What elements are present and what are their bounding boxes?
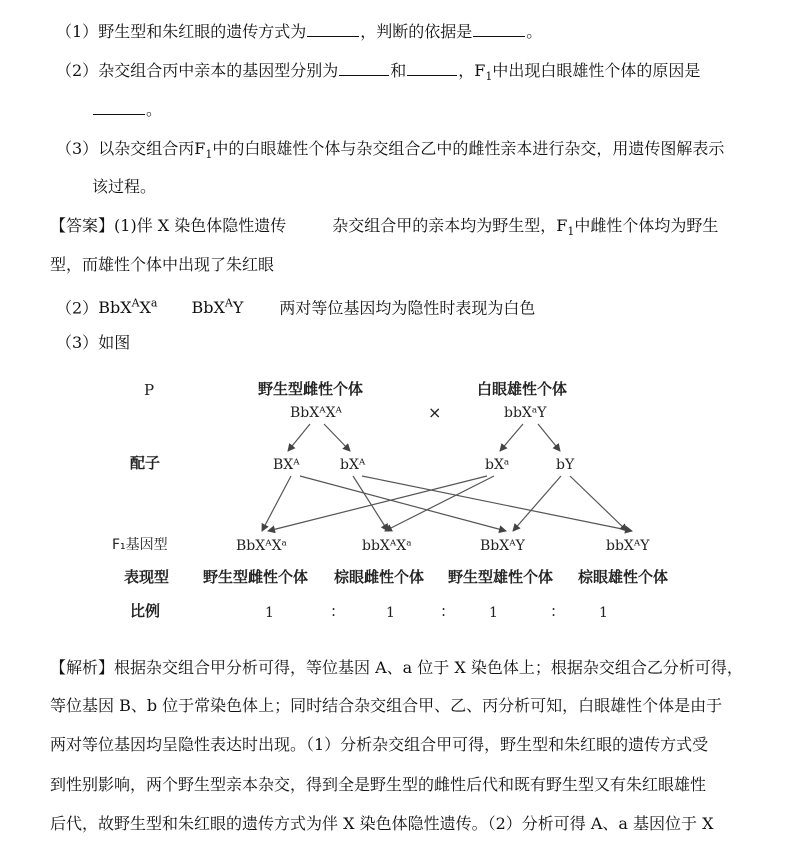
phenotype-2: 棕眼雌性个体 (334, 568, 425, 586)
ratio-sep-3: : (551, 602, 557, 620)
analysis-label: 【解析】 (50, 658, 115, 677)
g1-sup2: a (150, 297, 158, 310)
gamete-3: bXᵃ (485, 457, 510, 473)
arrow-bXA-to-f1-2 (353, 476, 388, 531)
analysis-text-3: 两对等位基因均呈隐性表达时出现。（1）分析杂交组合甲可得，野生型和朱红眼的遗传方式受 (50, 735, 709, 754)
male-genotype: bbXᵃY (504, 405, 547, 421)
q1-text-2: ，判断的依据是 (360, 22, 473, 41)
a1-text: 伴 X 染色体隐性遗传 (136, 216, 287, 235)
g1-mid: X (139, 298, 151, 318)
a1-reason-2: 中雌性个体均为野生 (574, 216, 719, 235)
gamete-label: 配子 (130, 454, 161, 472)
q3-number: （3） (56, 139, 99, 158)
analysis-line-2 (50, 695, 722, 717)
ratio-4: 1 (599, 605, 608, 621)
q1-end: 。 (526, 22, 543, 41)
p-label: P (144, 381, 155, 399)
f1-genotype-3: BbXᴬY (480, 538, 525, 554)
a1-number: (1) (114, 216, 137, 235)
q1-number: （1） (56, 22, 99, 41)
q2-f: F (474, 61, 486, 80)
arrows (262, 424, 632, 531)
cross-symbol: × (428, 403, 442, 422)
analysis-text-5: 后代，故野生型和朱红眼的遗传方式为伴 X 染色体隐性遗传。（2）分析可得 A、a 基因位于 X (50, 814, 714, 833)
a2-reason: 两对等位基因均为隐性时表现为白色 (279, 298, 536, 318)
q3-f-sub: 1 (205, 148, 213, 162)
gamete-1: BXᴬ (273, 457, 300, 473)
a1-f-sub: 1 (567, 225, 575, 239)
arrow-male-to-gamete-3 (500, 424, 523, 451)
q3-text: 以杂交组合丙 (98, 139, 195, 158)
a1-cont: 型，而雄性个体中出现了朱红眼 (50, 255, 275, 274)
g1-base: BbX (98, 298, 132, 318)
analysis-text-1: 根据杂交组合甲分析可得，等位基因 A、a 位于 X 染色体上；根据杂交组合乙分析可得， (114, 658, 743, 677)
arrow-female-to-gamete-2 (324, 424, 350, 451)
analysis-line-1 (50, 657, 743, 679)
arrow-male-to-gamete-4 (538, 424, 560, 451)
f1-label: F₁基因型 (112, 537, 168, 553)
q1-text: 野生型和朱红眼的遗传方式为 (98, 22, 307, 41)
f1-genotype-4: bbXᴬY (606, 538, 650, 554)
ratio-sep-1: : (331, 602, 337, 620)
ratio-3: 1 (489, 605, 498, 621)
g2-end: Y (232, 298, 244, 318)
a1-reason: 杂交组合甲的亲本均为野生型， (332, 216, 557, 235)
phenotype-1: 野生型雌性个体 (203, 568, 309, 586)
q2-text: 杂交组合丙中亲本的基因型分别为 (98, 61, 339, 80)
ratio-2: 1 (386, 605, 395, 621)
q2-and: 和 (390, 61, 407, 80)
q2-text-2: 中出现白眼雄性个体的原因是 (492, 61, 701, 80)
g1-sup1: A (131, 297, 140, 310)
ratio-sep-2: : (441, 602, 447, 620)
f1-genotype-2: bbXᴬXᵃ (362, 538, 412, 554)
ratio-1: 1 (265, 605, 274, 621)
female-title: 野生型雌性个体 (258, 380, 364, 398)
g2-sup: A (224, 297, 233, 310)
a1-f: F (556, 216, 568, 235)
phenotype-3: 野生型雄性个体 (448, 568, 554, 586)
arrow-female-to-gamete-1 (288, 424, 310, 451)
arrow-bY-to-f1-3 (513, 476, 561, 531)
f1-genotype-1: BbXᴬXᵃ (236, 538, 287, 554)
analysis-line-4 (50, 774, 706, 796)
q3-cont: 该过程。 (92, 177, 157, 196)
analysis-line-3 (50, 734, 708, 756)
analysis-line-5 (50, 813, 714, 835)
gamete-2: bXᴬ (340, 457, 366, 473)
a2-number: （2） (56, 298, 99, 318)
analysis-text-4: 到性别影响，两个野生型亲本杂交，得到全是野生型的雌性后代和既有野生型又有朱红眼雄性 (50, 775, 707, 794)
answer-label: 【答案】 (50, 216, 115, 235)
q3-text-2: 中的白眼雄性个体与杂交组合乙中的雌性亲本进行杂交，用遗传图解表示 (212, 139, 725, 158)
q2-f-sub: 1 (485, 70, 493, 84)
female-genotype: BbXᴬXᴬ (290, 405, 342, 421)
phenotype-4: 棕眼雄性个体 (578, 568, 669, 586)
q2-number: （2） (56, 61, 99, 80)
gamete-4: bY (556, 457, 575, 473)
a3-number: （3） (56, 333, 99, 352)
ratio-label: 比例 (130, 602, 161, 620)
analysis-text-2: 等位基因 B、b 位于常染色体上；同时结合杂交组合甲、乙、丙分析可知，白眼雄性个体是由于 (50, 696, 723, 715)
q2-comma: ， (458, 61, 475, 80)
q2-end: 。 (146, 100, 163, 119)
phenotype-label: 表现型 (124, 568, 170, 586)
arrow-bY-to-f1-4 (570, 476, 627, 531)
arrow-bXa-to-f1-1 (268, 476, 487, 531)
q3-f: F (194, 139, 206, 158)
male-title: 白眼雄性个体 (477, 380, 568, 398)
g2-base: BbX (191, 298, 225, 318)
arrow-BXA-to-f1-1 (262, 476, 291, 531)
a3-text: 如图 (98, 333, 131, 352)
